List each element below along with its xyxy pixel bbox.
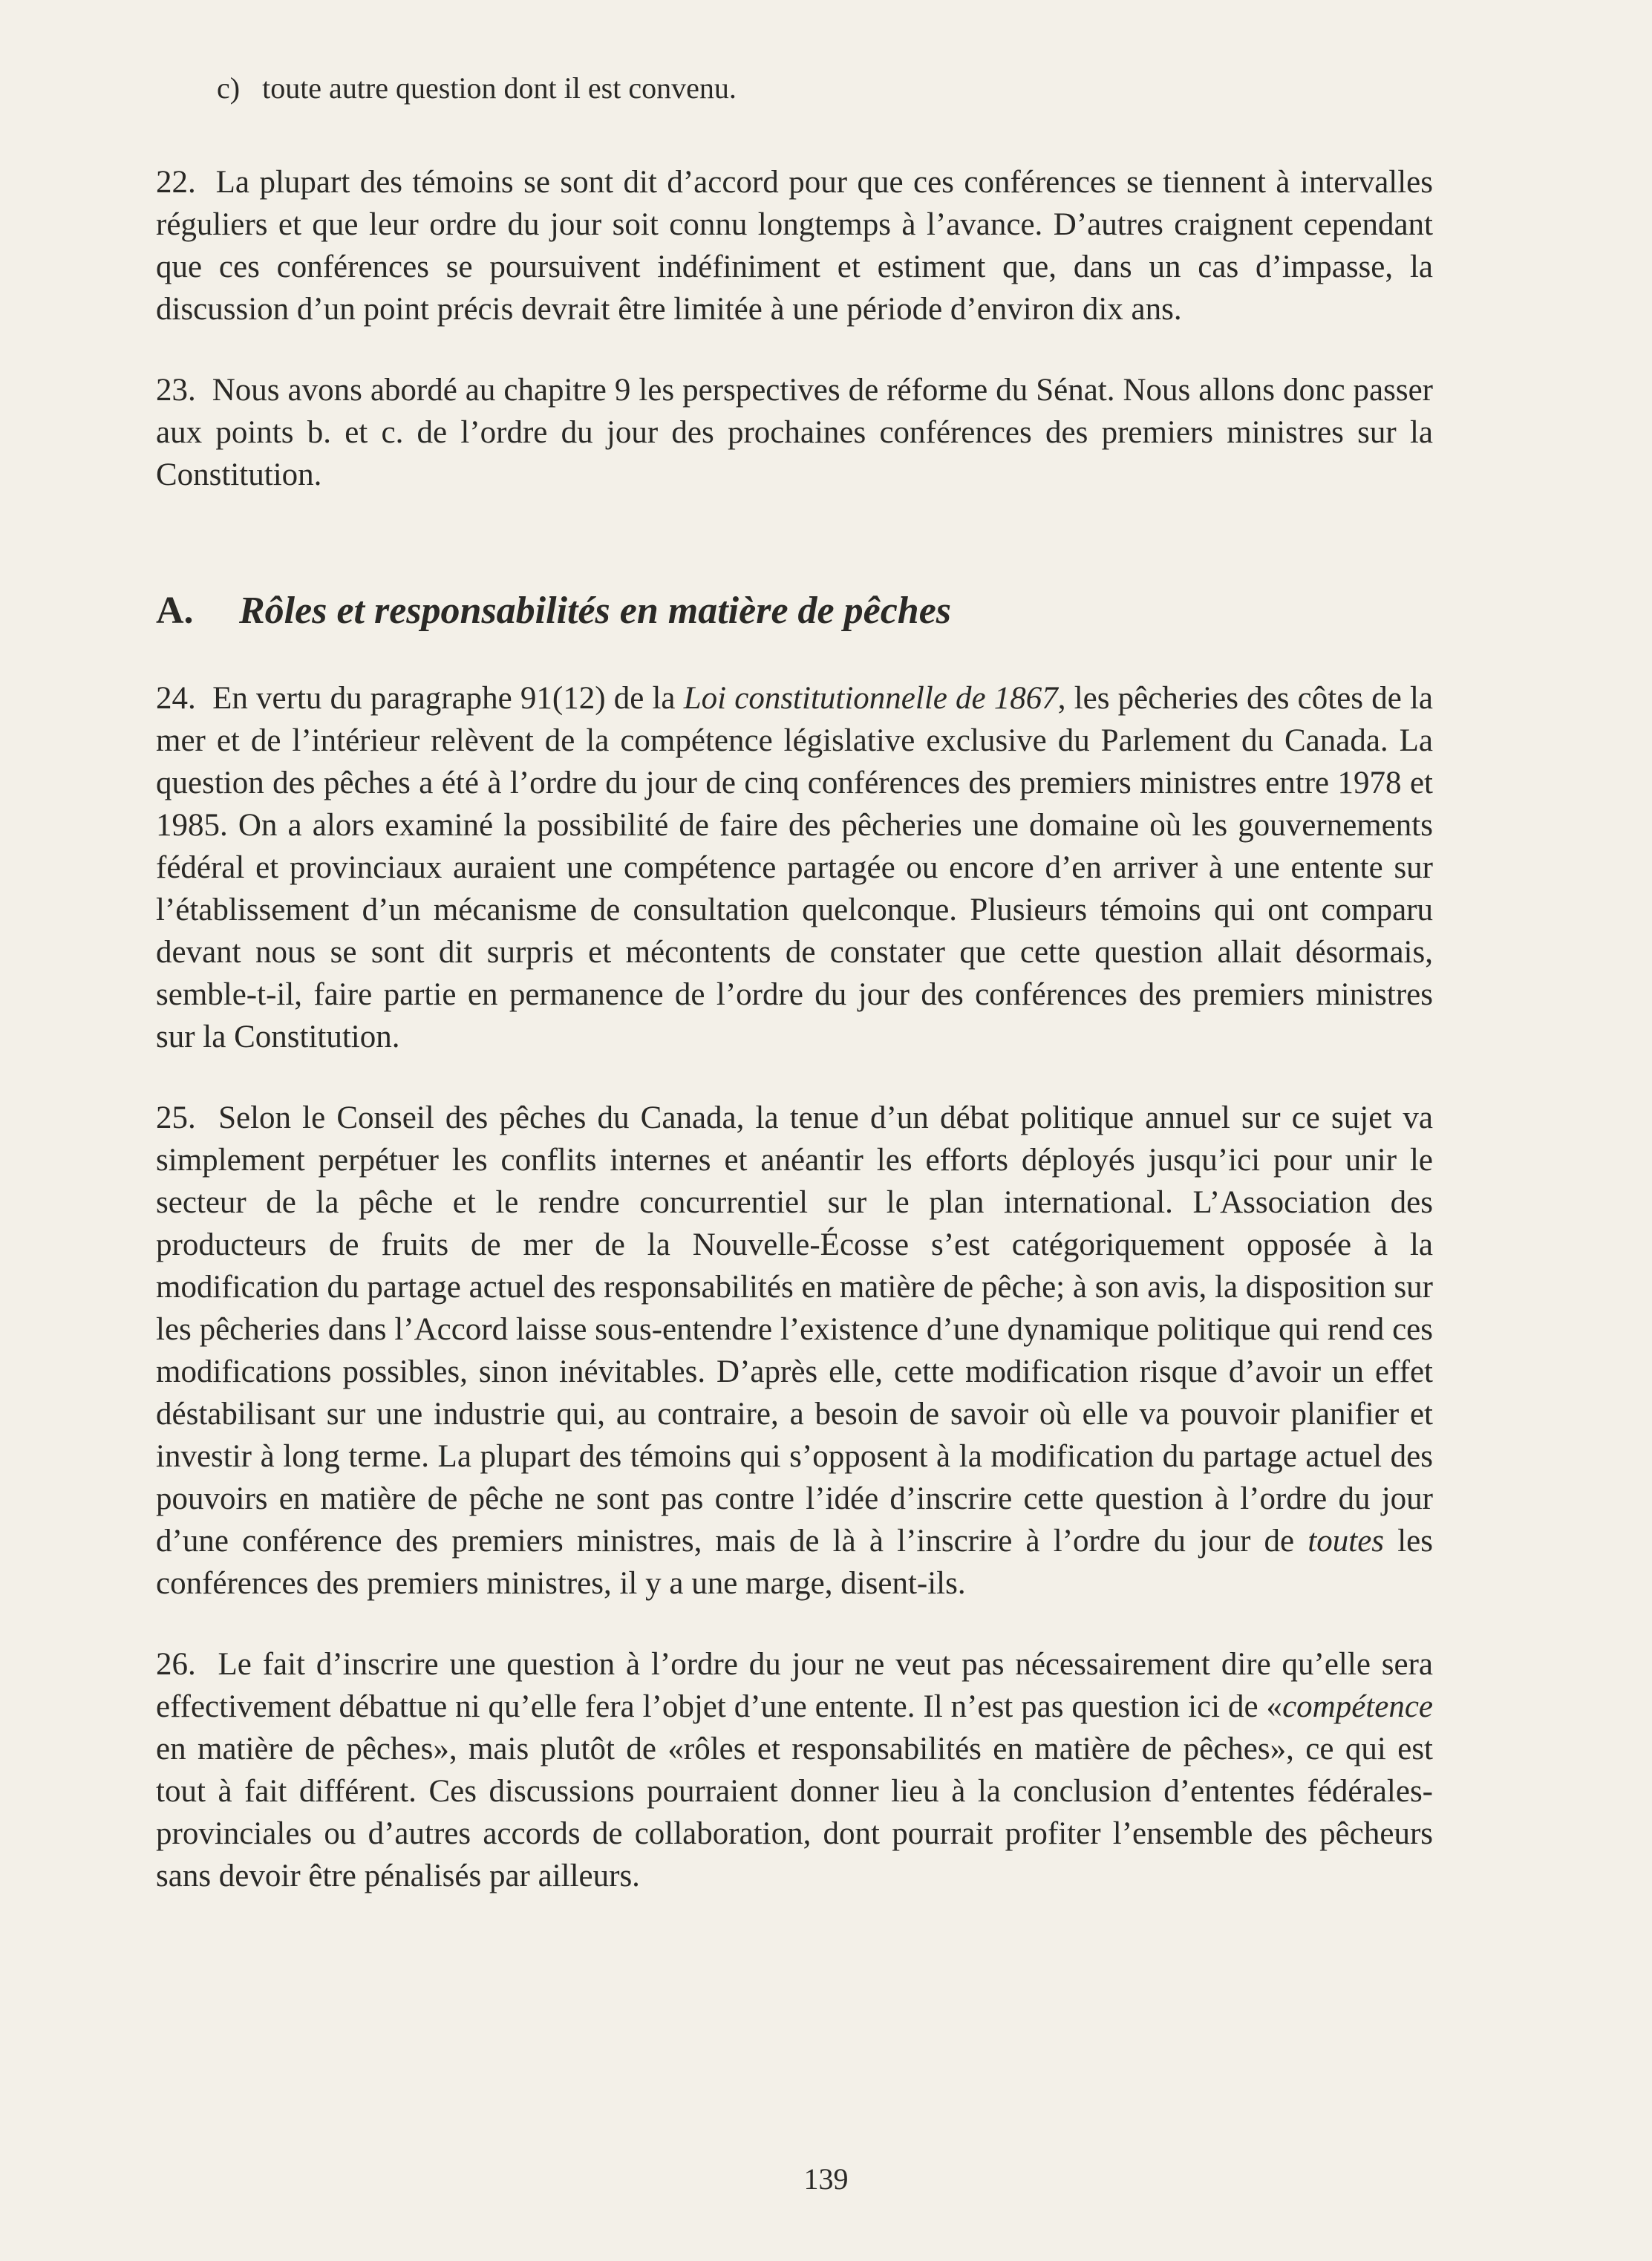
emphasis: toutes xyxy=(1307,1524,1385,1559)
paragraph-text: Le fait d’inscrire une question à l’ordre du jour ne veut pas nécessairement dire qu’elle sera effectivement débattue ni qu’elle fera l’objet d’une entente. Il n’est pas question ici de « xyxy=(156,1647,1433,1724)
paragraph-text: En vertu du paragraphe 91(12) de la xyxy=(212,681,684,716)
section-title: Rôles et responsabilités en matière de pêches xyxy=(239,590,952,632)
section-heading xyxy=(156,585,1433,637)
law-title: Loi constitutionnelle de 1867 xyxy=(683,681,1058,716)
paragraph-number: 23. xyxy=(156,373,196,408)
paragraph-text-cont: , les pêcheries des côtes de la mer et de l’intérieur relèvent de la compétence législative exclusive du Parlement du Canada. La question des pêches a été à l’ordre du jour de cinq conférences des premiers ministres entre 1978 et 1985. On a alors examiné la possibilité de faire des pêcheries une domaine où les gouvernements fédéral et provinciaux auraient une compétence partagée ou encore d’en arriver à une entente sur l’établissement d’un mécanisme de consultation quelconque. Plusieurs témoins qui ont comparu devant nous se sont dit surpris et mécontents de constater que cette question allait désormais, semble-t-il, faire partie en permanence de l’ordre du jour des conférences des premiers ministres sur la Constitution. xyxy=(156,681,1433,1054)
page-content xyxy=(156,67,1433,1897)
paragraph-26 xyxy=(156,1643,1433,1897)
paragraph-number: 26. xyxy=(156,1647,196,1682)
paragraph-text-cont: en matière de pêches», mais plutôt de «rôles et responsabilités en matière de pêches», ce qui est tout à fait différent. Ces discussions pourraient donner lieu à la conclusion d’ententes fédérales-provinciales ou d’autres accords de collaboration, dont pourrait profiter l’ensemble des pêcheurs sans devoir être pénalisés par ailleurs. xyxy=(156,1732,1433,1893)
paragraph-text-cont: les conférences des premiers ministres, il y a une marge, disent-ils. xyxy=(156,1524,1433,1601)
paragraph-text: Selon le Conseil des pêches du Canada, la tenue d’un débat politique annuel sur ce sujet va simplement perpétuer les conflits internes et anéantir les efforts déployés jusqu’ici pour unir le secteur de la pêche et le rendre concurrentiel sur le plan international. L’Association des producteurs de fruits de mer de la Nouvelle-Écosse s’est catégoriquement opposée à la modification du partage actuel des responsabilités en matière de pêche; à son avis, la disposition sur les pêcheries dans l’Accord laisse sous-entendre l’existence d’une dynamique politique qui rend ces modifications possibles, sinon inévitables. D’après elle, cette modification risque d’avoir un effet déstabilisant sur une industrie qui, au contraire, a besoin de savoir où elle va pouvoir planifier et investir à long terme. La plupart des témoins qui s’opposent à la modification du partage actuel des pouvoirs en matière de pêche ne sont pas contre l’idée d’inscrire cette question à l’ordre du jour d’une conférence des premiers ministres, mais de là à l’inscrire à l’ordre du jour de xyxy=(156,1100,1434,1559)
paragraph-number: 22. xyxy=(156,165,196,200)
list-marker: c) xyxy=(217,71,241,105)
paragraph-25 xyxy=(156,1097,1433,1605)
paragraph-text: La plupart des témoins se sont dit d’accord pour que ces conférences se tiennent à intervalles réguliers et que leur ordre du jour soit connu longtemps à l’avance. D’autres craignent cependant que ces conférences se poursuivent indéfiniment et estiment que, dans un cas d’impasse, la discussion d’un point précis devrait être limitée à une période d’environ dix ans. xyxy=(156,165,1433,327)
list-item-c xyxy=(156,67,1433,109)
paragraph-24 xyxy=(156,677,1433,1058)
paragraph-23 xyxy=(156,369,1433,496)
list-item-text: toute autre question dont il est convenu. xyxy=(262,71,737,105)
emphasis: compétence xyxy=(1282,1689,1433,1724)
paragraph-22 xyxy=(156,161,1433,330)
paragraph-number: 25. xyxy=(156,1100,196,1135)
page-number: 139 xyxy=(803,2162,849,2196)
section-letter: A. xyxy=(156,590,194,632)
paragraph-number: 24. xyxy=(156,681,196,716)
paragraph-text: Nous avons abordé au chapitre 9 les perspectives de réforme du Sénat. Nous allons donc passer aux points b. et c. de l’ordre du jour des prochaines conférences des premiers ministres sur la Constitution. xyxy=(156,373,1433,492)
